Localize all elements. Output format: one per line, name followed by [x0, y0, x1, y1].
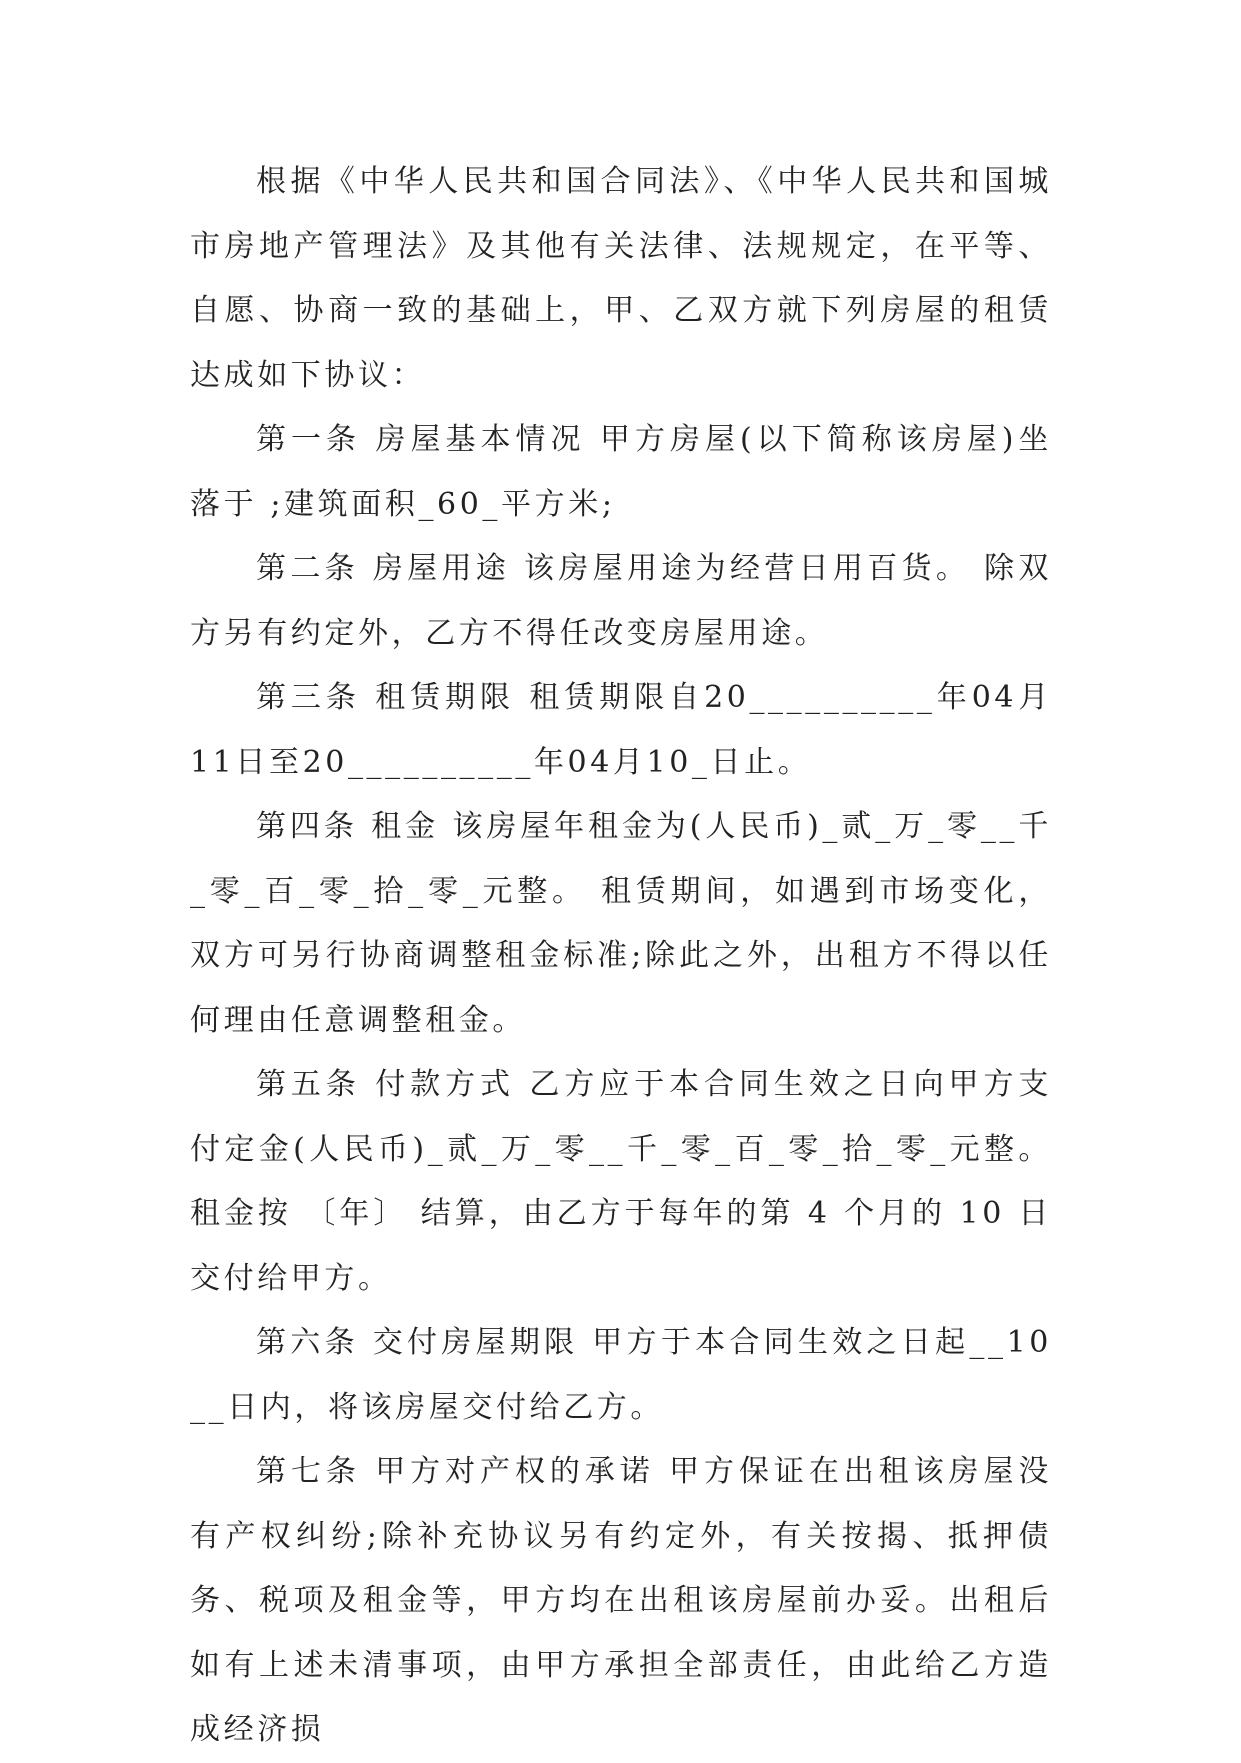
paragraph-article-5: 第五条 付款方式 乙方应于本合同生效之日向甲方支付定金(人民币)_贰_万_零__千_零_百_零_拾_零_元整。租金按 〔年〕 结算，由乙方于每年的第 4 个月的 10 日交付给甲方。	[190, 1067, 1052, 1296]
paragraph-article-2: 第二条 房屋用途 该房屋用途为经营日用百货。 除双方另有约定外，乙方不得任改变房屋用途。	[190, 551, 1052, 651]
paragraph-article-3: 第三条 租赁期限 租赁期限自20__________年04月11日至20__________年04月10_日止。	[190, 680, 1052, 780]
paragraph-article-4: 第四条 租金 该房屋年租金为(人民币)_贰_万_零__千_零_百_零_拾_零_元整。 租赁期间，如遇到市场变化，双方可另行协商调整租金标准;除此之外，出租方不得以任何理由任意调整租金。	[190, 809, 1052, 1038]
paragraph-article-1: 第一条 房屋基本情况 甲方房屋(以下简称该房屋)坐落于 ;建筑面积_60_平方米;	[190, 422, 1052, 522]
paragraph-article-6: 第六条 交付房屋期限 甲方于本合同生效之日起__10__日内，将该房屋交付给乙方。	[190, 1325, 1052, 1425]
paragraph-article-7: 第七条 甲方对产权的承诺 甲方保证在出租该房屋没有产权纠纷;除补充协议另有约定外，有关按揭、抵押债务、税项及租金等，甲方均在出租该房屋前办妥。出租后如有上述未清事项，由甲方承担全部责任，由此给乙方造成经济损	[190, 1454, 1052, 1747]
document-body	[190, 150, 1052, 1763]
paragraph-preamble: 根据《中华人民共和国合同法》、《中华人民共和国城市房地产管理法》及其他有关法律、法规规定，在平等、自愿、协商一致的基础上，甲、乙双方就下列房屋的租赁达成如下协议：	[190, 164, 1052, 393]
